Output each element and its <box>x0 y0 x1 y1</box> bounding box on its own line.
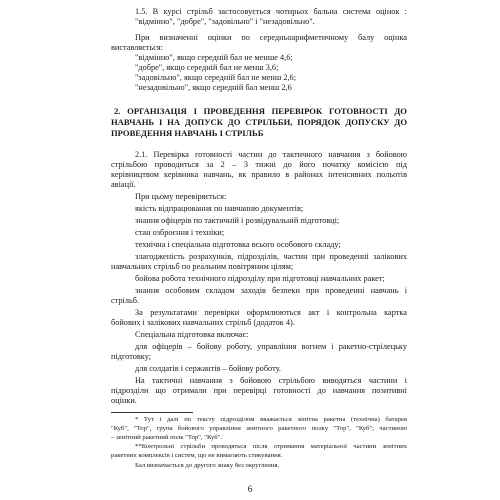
paragraph-2-1-line-3: керівництвом керівника навчань, як правило в районах інтенсивних польотів <box>111 170 407 179</box>
grading-intro-line-2: виставляється: <box>111 43 163 52</box>
footnote-2-line-1: **Контрольні стрільби проводяться після отримання матеріальної частини зенітних <box>135 443 407 450</box>
grade-unsatisfactory: "незадовільно", якщо середній бал менш 2,6 <box>135 83 292 92</box>
footnote-1-line-3: – зенітний ракетний полк "Тор", "Куб". <box>111 434 222 441</box>
check-crews-line-1: злагодженість розрахунків, підрозділів, частин при проведенні залікових <box>135 252 407 261</box>
grade-satisfactory: "задовільно", якщо середній бал не менш 2,6; <box>135 73 297 82</box>
admission-line-2: підрозділи що отримали при перевірці готовності до навчання позитивні <box>111 386 407 395</box>
footnote-divider <box>111 412 193 413</box>
paragraph-2-1-line-1: 2.1. Перевірка готовності частин до тактичного навчання з бойовою <box>135 150 407 159</box>
check-safety-line-1: знання особовим складом заходів безпеки при проведенні навчань і <box>135 286 407 295</box>
check-launch: бойова робота технічного підрозділу при підготовці навчальних ракет; <box>135 274 385 283</box>
section-2-heading-line-2: НАВЧАНЬ І НА ДОПУСК ДО СТРІЛЬБИ, ПОРЯДОК ДОПУСКУ ДО <box>111 117 407 127</box>
admission-line-3: оцінки. <box>111 396 137 405</box>
check-crews-line-2: навчальних стрільб по реальним повітряним цілям; <box>111 262 294 271</box>
paragraph-2-1-line-4: авіації. <box>111 180 136 189</box>
check-equipment: стан озброєння і техніки; <box>135 228 225 237</box>
special-officers-line-1: для офіцерів – бойову роботу, управління вогнем і ракетно-стрілецьку <box>135 342 407 351</box>
check-safety-line-2: стрільб. <box>111 296 140 305</box>
section-2-heading-line-1: 2. ОРГАНІЗАЦІЯ І ПРОВЕДЕННЯ ПЕРЕВІРОК ГОТОВНОСТІ ДО <box>114 106 407 116</box>
check-documents: якість відпрацювання по навчанню документів; <box>135 204 304 213</box>
special-training-intro: Спеціальна підготовка включає: <box>135 330 249 339</box>
paragraph-1-5-line-2: "відмінно", "добре", "задовільно" і "незадовільно". <box>135 17 315 26</box>
footnote-1-line-1: * Тут і далі по тексту підрозділом вважається зенітна ракетна (технічна) батарея <box>135 416 407 423</box>
grade-good: "добре", якщо середній бал не менш 3,6; <box>135 63 279 72</box>
special-soldiers: для солдатів і сержантів – бойову роботу. <box>135 364 282 373</box>
check-intro: При цьому перевіряється: <box>135 192 227 201</box>
results-line-1: За результатами перевірки оформлюються акт і контрольна картка <box>135 308 407 317</box>
paragraph-1-5-line-1: 1.5. В курсі стрільб застосовується чотирьох бальна система оцінок : <box>135 7 407 16</box>
footnote-1-line-2: "Куб", "Тор", група бойового управління зенітного ракетного полку "Тор", "Куб"; частиною <box>111 425 407 432</box>
check-officers: знання офіцерів по тактичній і розвідувальній підготовці; <box>135 216 340 225</box>
page-number: 6 <box>247 484 253 494</box>
footnote-3: Бал визначається до другого знаку без округлення. <box>135 462 280 469</box>
grading-intro-line-1: При визначенні оцінки по середньоарифметичному балу оцінка <box>135 33 407 42</box>
footnote-2-line-2: ракетних комплексів і систем, що не вимагають стикування. <box>111 452 283 459</box>
results-line-2: бойових і залікових навчальних стрільб (додаток 4). <box>111 318 295 327</box>
paragraph-2-1-line-2: стрільбою проводиться за 2 – 3 тижні до його початку комісією під <box>111 160 407 169</box>
grade-excellent: "відмінно", якщо середній бал не менше 4,6; <box>135 53 293 62</box>
special-officers-line-2: підготовку; <box>111 352 152 361</box>
check-training: технічна і спеціальна підготовка всього особового складу; <box>135 240 341 249</box>
admission-line-1: На тактичні навчання з бойовою стрільбою виводяться частини і <box>135 376 407 385</box>
section-2-heading-line-3: ПРОВЕДЕННЯ НАВЧАНЬ І СТРІЛЬБ <box>111 128 264 138</box>
